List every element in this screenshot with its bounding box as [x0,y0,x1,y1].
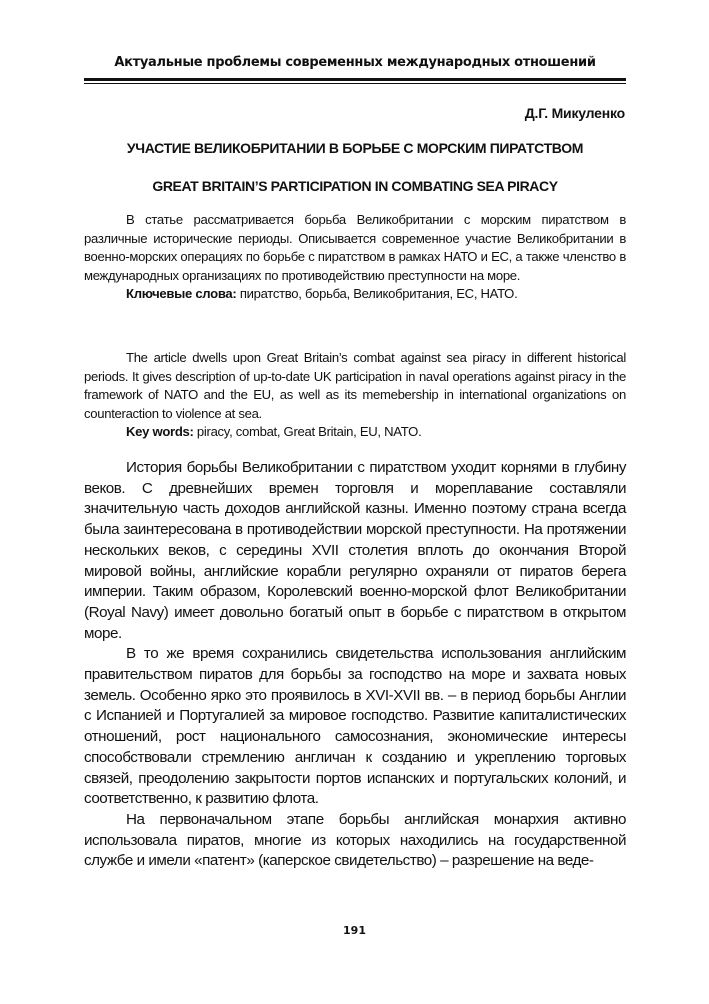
body-paragraph: История борьбы Великобритании с пиратством уходит корнями в глубину веков. С древнейших времен торговля и мореплавание составляли значительную часть доходов английской казны. Именно поэтому страна всегда была заинтересована в противодействии морской преступности. На протяжении нескольких веков, с середины XVII столетия вплоть до окончания Второй мировой войны, английские корабли регулярно охраняли от пиратов берега империи. Таким образом, Королевский военно-морской флот Великобритании (Royal Navy) имеет довольно богатый опыт в борьбе с пиратством в открытом море. [84,459,626,642]
abstract-en-text: The article dwells upon Great Britain’s combat against sea piracy in different historical periods. It gives description of up-to-date UK participation in naval operations against piracy in the framework of NATO and the EU, as well as its memebership in international organizations on counteraction to violence at sea. [84,350,626,421]
keywords-en-label: Key words: [126,424,194,440]
keywords-en [84,423,626,442]
article-author: Д.Г. Микуленко [524,105,625,121]
keywords-en-text: piracy, combat, Great Britain, EU, NATO. [193,424,422,440]
article-title-ru: УЧАСТИЕ ВЕЛИКОБРИТАНИИ В БОРЬБЕ С МОРСКИМ ПИРАТСТВОМ [126,140,584,156]
keywords-ru-text: пиратство, борьба, Великобритания, ЕС, НАТО. [236,286,518,302]
abstract-en [84,349,626,442]
abstract-ru-text: В статье рассматривается борьба Великобритании с морским пиратством в различные исторические периоды. Описывается современное участие Великобритании в военно-морских операциях по борьбе с пиратством в рамках НАТО и ЕС, а также членство в международных организациях по противодействию преступности на море. [84,212,626,283]
header-rule-thin [84,83,626,84]
body-paragraph: В то же время сохранились свидетельства использования английским правительством пиратов для борьбы за господство на море и захвата новых земель. Особенно ярко это проявилось в XVI-XVII вв. – в период борьбы Англии с Испанией и Португалией за мировое господство. Развитие капиталистических отношений, рост национального самосознания, экономические интересы способствовали стремлению англичан к созданию и укреплению торговых связей, преодолению закрытости портов испанских и португальских колоний, и соответственно, к развитию флота. [84,645,626,808]
article-title-en: GREAT BRITAIN’S PARTICIPATION IN COMBATING SEA PIRACY [152,178,558,194]
keywords-ru-label: Ключевые слова: [126,286,237,302]
running-header: Актуальные проблемы современных международных отношений [114,55,596,70]
keywords-ru [84,285,626,304]
page-number: 191 [343,924,366,937]
abstract-ru [84,211,626,304]
body-paragraph: На первоначальном этапе борьбы английская монархия активно использовала пиратов, многие из которых находились на государственной службе и имели «патент» (каперское свидетельство) – разрешение на веде- [84,810,626,870]
header-rule-thick [84,78,626,81]
article-body [84,458,626,872]
